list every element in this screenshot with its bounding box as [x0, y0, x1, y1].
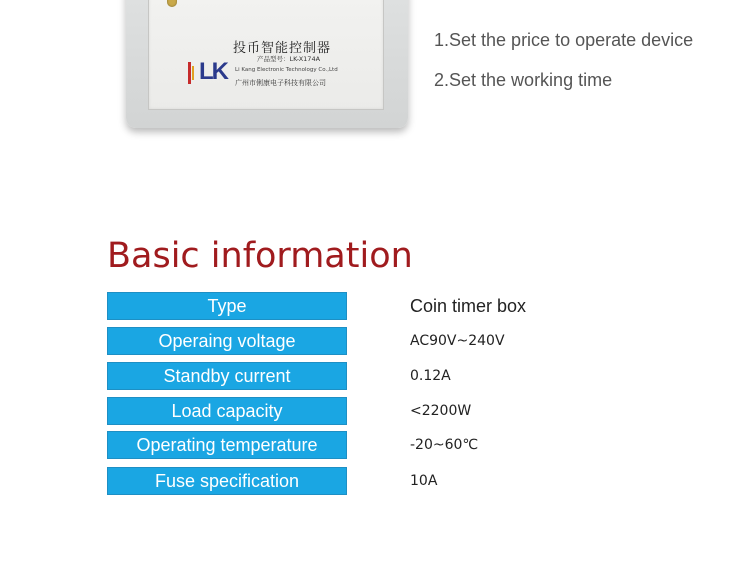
spec-row [107, 467, 607, 495]
spec-value: -20~60℃ [410, 437, 479, 453]
feature-note: 1.Set the price to operate device [434, 30, 694, 50]
spec-label: Fuse specification [107, 467, 347, 495]
spec-label: Standby current [107, 362, 347, 390]
company-name-en: Li Kang Electronic Technology Co.,Ltd [235, 67, 338, 73]
spec-value: 10A [410, 473, 438, 489]
spec-row [107, 431, 607, 459]
spec-value: 0.12A [410, 368, 451, 384]
spec-value: Coin timer box [410, 296, 527, 316]
spec-row [107, 327, 607, 355]
spec-label: Operaing voltage [107, 327, 347, 355]
lock-icon [167, 0, 177, 7]
section-heading: Basic information [107, 236, 413, 276]
spec-label: Load capacity [107, 397, 347, 425]
spec-row [107, 397, 607, 425]
logo-mark-icon [187, 62, 197, 84]
device-model: 产品型号：LK-X174A [257, 55, 321, 63]
spec-value: <2200W [410, 403, 472, 419]
device-label-plate [148, 0, 384, 110]
spec-value: AC90V~240V [410, 333, 505, 349]
logo-text: LK [199, 58, 227, 85]
spec-row [107, 362, 607, 390]
spec-label: Type [107, 292, 347, 320]
feature-note: 2.Set the working time [434, 70, 613, 90]
spec-label: Operating temperature [107, 431, 347, 459]
company-name-cn: 广州市俐康电子科技有限公司 [235, 79, 326, 87]
company-logo [187, 58, 227, 88]
spec-row [107, 292, 607, 320]
device-title: 投币智能控制器 [232, 41, 331, 56]
